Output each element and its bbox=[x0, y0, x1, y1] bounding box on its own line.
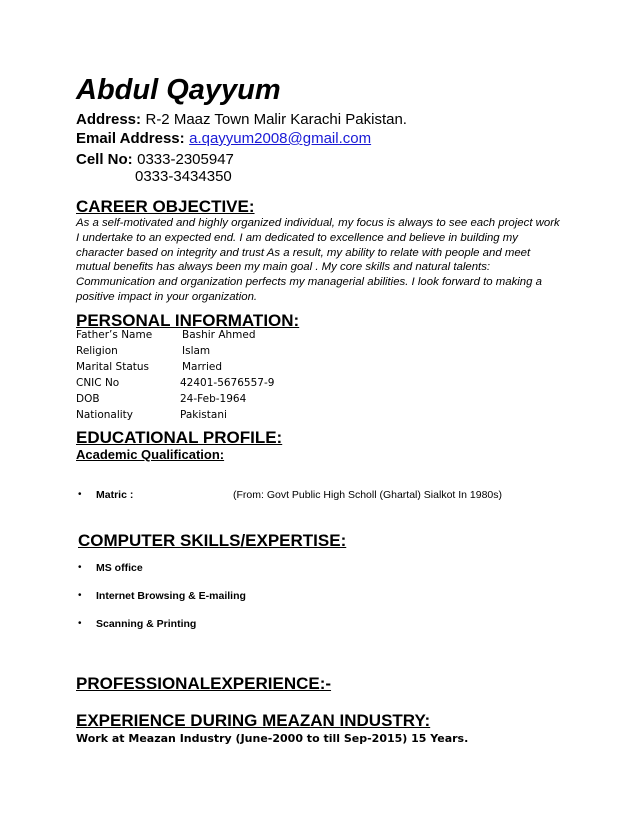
cell-number-1: 0333-2305947 bbox=[137, 151, 234, 168]
address-value: R-2 Maaz Town Malir Karachi Pakistan. bbox=[145, 111, 407, 128]
education-heading: EDUCATIONAL PROFILE: bbox=[76, 428, 283, 447]
cell-label: Cell No: bbox=[76, 151, 133, 168]
personal-row-value: Married bbox=[182, 361, 222, 373]
personal-row-label: Marital Status bbox=[76, 361, 149, 373]
meazan-experience-heading: EXPERIENCE DURING MEAZAN INDUSTRY: bbox=[76, 711, 431, 730]
address-line bbox=[76, 111, 407, 129]
bullet-icon: • bbox=[78, 562, 82, 573]
bullet-icon: • bbox=[78, 590, 82, 601]
professional-experience-heading: PROFESSIONALEXPERIENCE:- bbox=[76, 674, 332, 693]
personal-row-label: DOB bbox=[76, 393, 100, 405]
personal-row-label: Father’s Name bbox=[76, 329, 153, 341]
skills-heading: COMPUTER SKILLS/EXPERTISE: bbox=[78, 531, 347, 550]
skill-item: Scanning & Printing bbox=[96, 618, 197, 630]
personal-row-label: CNIC No bbox=[76, 377, 120, 389]
cell-line bbox=[76, 151, 234, 169]
personal-row-value: 24-Feb-1964 bbox=[180, 393, 247, 405]
education-item-label: Matric : bbox=[96, 489, 134, 501]
bullet-icon: • bbox=[78, 618, 82, 629]
academic-qualification-subheading: Academic Qualification: bbox=[76, 447, 225, 462]
bullet-icon: • bbox=[78, 489, 82, 500]
cell-number-2: 0333-3434350 bbox=[135, 168, 232, 185]
email-line bbox=[76, 130, 371, 148]
personal-row-value: Pakistani bbox=[180, 409, 227, 421]
address-label: Address: bbox=[76, 111, 142, 128]
personal-row-value: Bashir Ahmed bbox=[182, 329, 256, 341]
education-item-detail: (From: Govt Public High Scholl (Ghartal) Sialkot In 1980s) bbox=[233, 489, 503, 501]
candidate-name: Abdul Qayyum bbox=[76, 74, 281, 106]
objective-text: As a self-motivated and highly organized individual, my focus is always to see each project work I undertake to an expected end. I am dedicated to excellence and believe in building my character based on integrity and trust As a result, my ability to relate with people and meet mutual benefits has always been my main goal . My core skills and natural talents: Communication and organization perfects my managerial abilities. I look forward to making a positive impact in your organization. bbox=[76, 217, 560, 303]
email-link[interactable]: a.qayyum2008@gmail.com bbox=[189, 130, 372, 147]
personal-row-value: Islam bbox=[182, 345, 211, 357]
personal-info-heading: PERSONAL INFORMATION: bbox=[76, 311, 300, 330]
skill-item: MS office bbox=[96, 562, 143, 574]
personal-row-label: Religion bbox=[76, 345, 118, 357]
personal-row-value: 42401-5676557-9 bbox=[180, 377, 275, 389]
work-history-line: Work at Meazan Industry (June-2000 to till Sep-2015) 15 Years. bbox=[76, 732, 469, 745]
email-label: Email Address: bbox=[76, 130, 185, 147]
objective-heading: CAREER OBJECTIVE: bbox=[76, 197, 255, 216]
personal-row-label: Nationality bbox=[76, 409, 134, 421]
skill-item: Internet Browsing & E-mailing bbox=[96, 590, 246, 602]
